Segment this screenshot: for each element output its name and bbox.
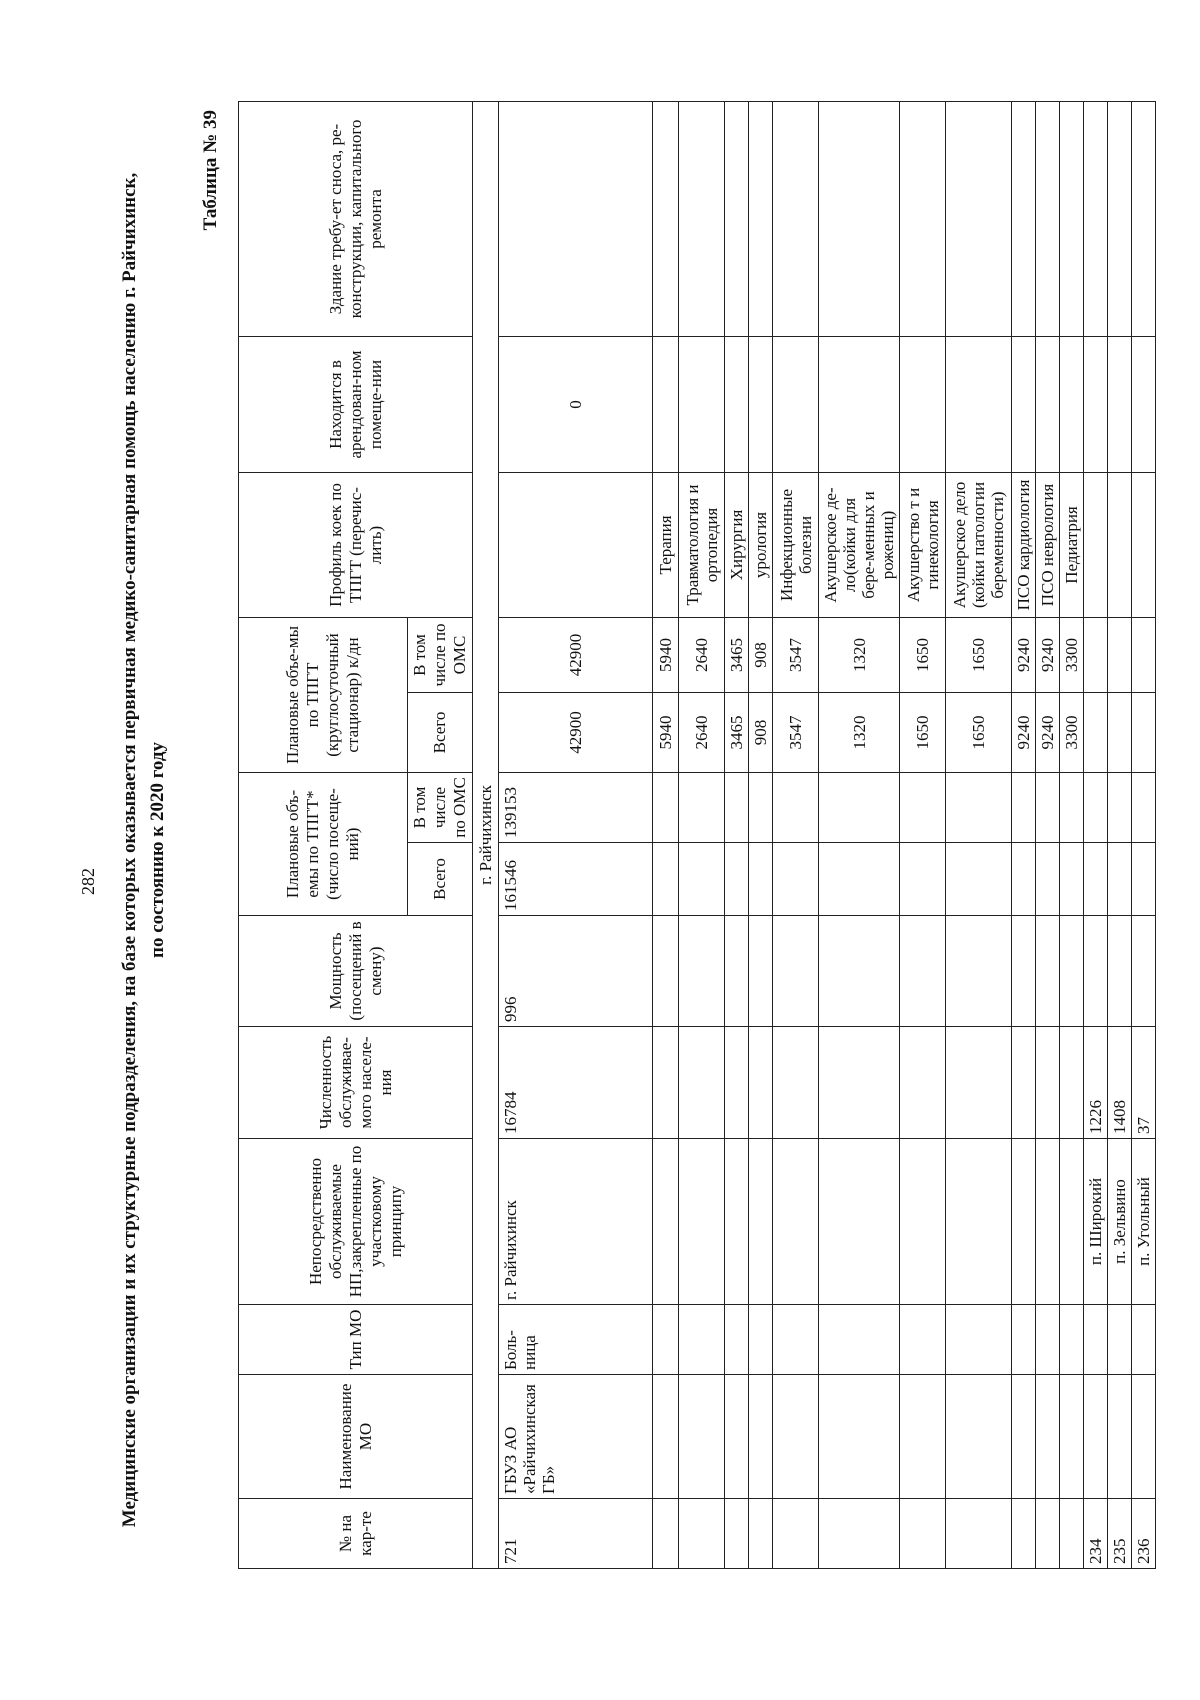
main-demolition bbox=[499, 101, 653, 336]
profile-row bbox=[725, 101, 749, 1568]
main-rented: 0 bbox=[499, 336, 653, 472]
profile-oms: 5940 bbox=[653, 617, 679, 692]
profile-row bbox=[1060, 101, 1084, 1568]
profile-name: Хирургия bbox=[725, 472, 749, 617]
profile-row bbox=[773, 101, 819, 1568]
header-profile: Профиль коек по ТПГТ (перечис-лить) bbox=[239, 472, 473, 617]
profile-total: 908 bbox=[749, 693, 773, 773]
profile-row bbox=[819, 101, 900, 1568]
section-label: г. Райчихинск bbox=[473, 101, 499, 1568]
profile-name: ПСО неврология bbox=[1036, 472, 1060, 617]
profile-oms: 3300 bbox=[1060, 617, 1084, 692]
main-name: ГБУЗ АО «Райчихинская ГБ» bbox=[499, 1375, 653, 1499]
profile-oms: 2640 bbox=[679, 617, 725, 692]
profile-total: 1650 bbox=[900, 693, 946, 773]
profile-name: Акушерское дело (койки патологии беременности) bbox=[946, 472, 1012, 617]
table-row bbox=[1108, 101, 1132, 1568]
profile-row bbox=[946, 101, 1012, 1568]
header-num: № на кар-те bbox=[239, 1499, 473, 1569]
title-line-2: по состоянию к 2020 году bbox=[147, 742, 168, 958]
title-line-1: Медицинские организации и их структурные подразделения, на базе которых оказывается первичная медико-санитарная помощь населению г. Райчихинск, bbox=[119, 172, 140, 1528]
profile-row bbox=[679, 101, 725, 1568]
header-beds-oms: В том числе по ОМС bbox=[408, 617, 473, 692]
main-visits-oms: 139153 bbox=[499, 773, 653, 843]
profile-oms: 1320 bbox=[819, 617, 900, 692]
profile-oms: 9240 bbox=[1012, 617, 1036, 692]
row-population: 1226 bbox=[1084, 1027, 1108, 1139]
profile-oms: 1650 bbox=[900, 617, 946, 692]
main-beds-oms: 42900 bbox=[499, 617, 653, 692]
document-title bbox=[116, 100, 172, 1600]
header-beds-group: Плановые объе-мы по ТПГТ (круглосуточный стационар) к/дн bbox=[239, 617, 408, 772]
profile-total: 2640 bbox=[679, 693, 725, 773]
main-beds-total: 42900 bbox=[499, 693, 653, 773]
header-rented: Находится в арендован-ном помеще-нии bbox=[239, 336, 473, 472]
row-num: 234 bbox=[1084, 1499, 1108, 1569]
header-population: Численность обслуживае-мого населе-ния bbox=[239, 1027, 473, 1139]
profile-total: 3465 bbox=[725, 693, 749, 773]
profile-name: Акушерство т и гинекология bbox=[900, 472, 946, 617]
header-visits-total: Всего bbox=[408, 843, 473, 916]
profile-name: Терапия bbox=[653, 472, 679, 617]
row-population: 37 bbox=[1132, 1027, 1156, 1139]
header-capacity: Мощность (посещений в смену) bbox=[239, 916, 473, 1027]
profile-name: урология bbox=[749, 472, 773, 617]
row-population: 1408 bbox=[1108, 1027, 1132, 1139]
profile-total: 3547 bbox=[773, 693, 819, 773]
header-demolition: Здание требу-ет сноса, ре-конструкции, капитального ремонта bbox=[239, 101, 473, 336]
row-settlement: п. Широкий bbox=[1084, 1139, 1108, 1305]
profile-name: Акушерское де-ло(койки для бере-менных и рожениц) bbox=[819, 472, 900, 617]
profile-row bbox=[1012, 101, 1036, 1568]
row-settlement: п. Зельвино bbox=[1108, 1139, 1132, 1305]
main-profile bbox=[499, 472, 653, 617]
profile-name: Травматология и ортопедия bbox=[679, 472, 725, 617]
profile-name: Педиатрия bbox=[1060, 472, 1084, 617]
row-settlement: п. Угольный bbox=[1132, 1139, 1156, 1305]
header-visits-group: Плановые объ-емы по ТПГТ* (число посеще-ний) bbox=[239, 773, 408, 916]
row-num: 236 bbox=[1132, 1499, 1156, 1569]
profile-oms: 3465 bbox=[725, 617, 749, 692]
header-settlements: Непосредственно обслуживаемые НП,закрепленные по участковому принципу bbox=[239, 1139, 473, 1305]
table-row bbox=[1132, 101, 1156, 1568]
header-visits-oms: В том числе по ОМС bbox=[408, 773, 473, 843]
profile-oms: 908 bbox=[749, 617, 773, 692]
profile-name: Инфекционные болезни bbox=[773, 472, 819, 617]
profile-row bbox=[653, 101, 679, 1568]
profile-row bbox=[749, 101, 773, 1568]
profile-name: ПСО кардиология bbox=[1012, 472, 1036, 617]
profile-oms: 3547 bbox=[773, 617, 819, 692]
profile-total: 1650 bbox=[946, 693, 1012, 773]
profile-row bbox=[1036, 101, 1060, 1568]
main-population: 16784 bbox=[499, 1027, 653, 1139]
profile-total: 9240 bbox=[1036, 693, 1060, 773]
row-num: 235 bbox=[1108, 1499, 1132, 1569]
header-type: Тип МО bbox=[239, 1305, 473, 1375]
table-row bbox=[1084, 101, 1108, 1568]
profile-total: 1320 bbox=[819, 693, 900, 773]
header-beds-total: Всего bbox=[408, 693, 473, 773]
profile-row bbox=[900, 101, 946, 1568]
profile-total: 3300 bbox=[1060, 693, 1084, 773]
profile-total: 9240 bbox=[1012, 693, 1036, 773]
profile-oms: 9240 bbox=[1036, 617, 1060, 692]
main-visits-total: 161546 bbox=[499, 843, 653, 916]
profile-oms: 1650 bbox=[946, 617, 1012, 692]
medical-organizations-table bbox=[238, 101, 1156, 1569]
main-settlement: г. Райчихинск bbox=[499, 1139, 653, 1305]
header-name: Наименование МО bbox=[239, 1375, 473, 1499]
page-number: 282 bbox=[78, 868, 98, 895]
profile-total: 5940 bbox=[653, 693, 679, 773]
main-capacity: 996 bbox=[499, 916, 653, 1027]
main-type: Боль-ница bbox=[499, 1305, 653, 1375]
table-label: Таблица № 39 bbox=[200, 110, 221, 231]
main-num: 721 bbox=[499, 1499, 653, 1569]
